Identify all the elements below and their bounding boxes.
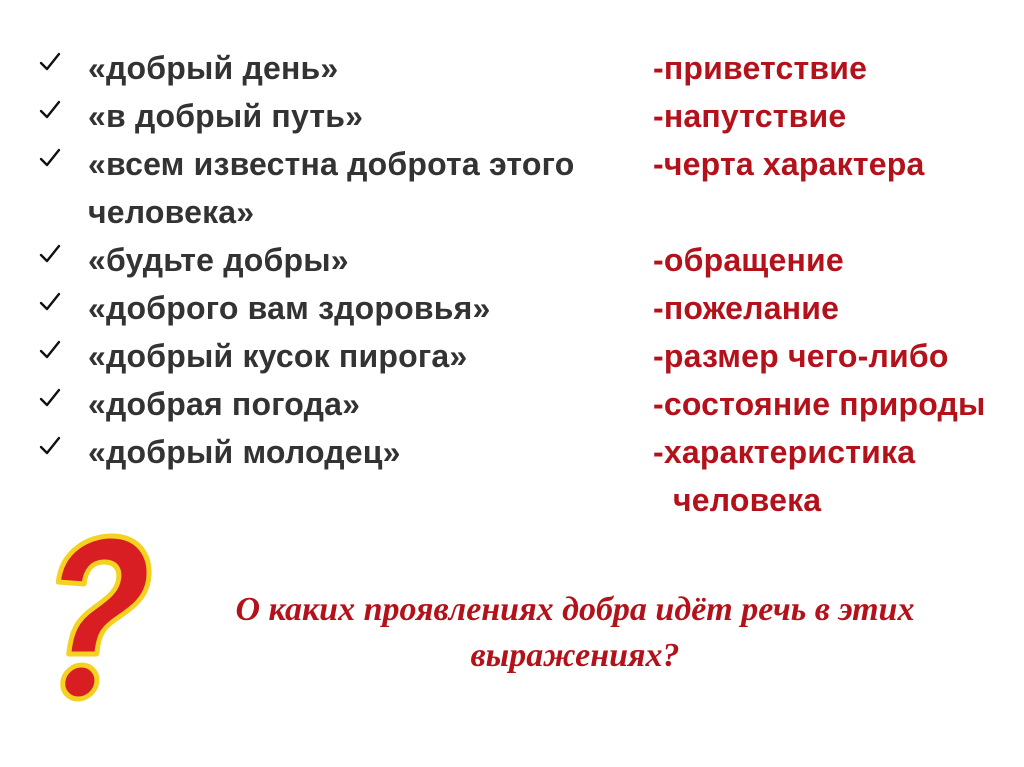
- expression-7: «добрая погода»: [88, 386, 361, 422]
- checkmark-icon: [38, 50, 62, 74]
- expression-3: «всем известна доброта этого: [88, 146, 575, 182]
- question-line-2: выражениях?: [470, 637, 680, 674]
- question-mark-icon: [32, 528, 152, 708]
- meaning-8-continuation: человека: [673, 482, 822, 518]
- checkmark-icon: [38, 146, 62, 170]
- meaning-2: -напутствие: [653, 98, 847, 134]
- expression-6: «добрый кусок пирога»: [88, 338, 468, 374]
- expression-5: «доброго вам здоровья»: [88, 290, 491, 326]
- question-line-1: О каких проявлениях добра идёт речь в этих: [235, 591, 915, 628]
- checkmark-icon: [38, 386, 62, 410]
- checkmark-icon: [38, 98, 62, 122]
- meaning-7: -состояние природы: [653, 386, 986, 422]
- meaning-6: -размер чего-либо: [653, 338, 949, 374]
- meaning-8: -характеристика: [653, 434, 916, 470]
- expression-3-continuation: человека»: [88, 194, 255, 230]
- checkmark-icon: [38, 290, 62, 314]
- expression-8: «добрый молодец»: [88, 434, 401, 470]
- meaning-1: -приветствие: [653, 50, 868, 86]
- meaning-3: -черта характера: [653, 146, 925, 182]
- meaning-4: -обращение: [653, 242, 844, 278]
- checkmark-icon: [38, 434, 62, 458]
- meaning-5: -пожелание: [653, 290, 840, 326]
- checkmark-icon: [38, 338, 62, 362]
- expression-4: «будьте добры»: [88, 242, 349, 278]
- expression-1: «добрый день»: [88, 50, 339, 86]
- checkmark-icon: [38, 242, 62, 266]
- expression-2: «в добрый путь»: [88, 98, 364, 134]
